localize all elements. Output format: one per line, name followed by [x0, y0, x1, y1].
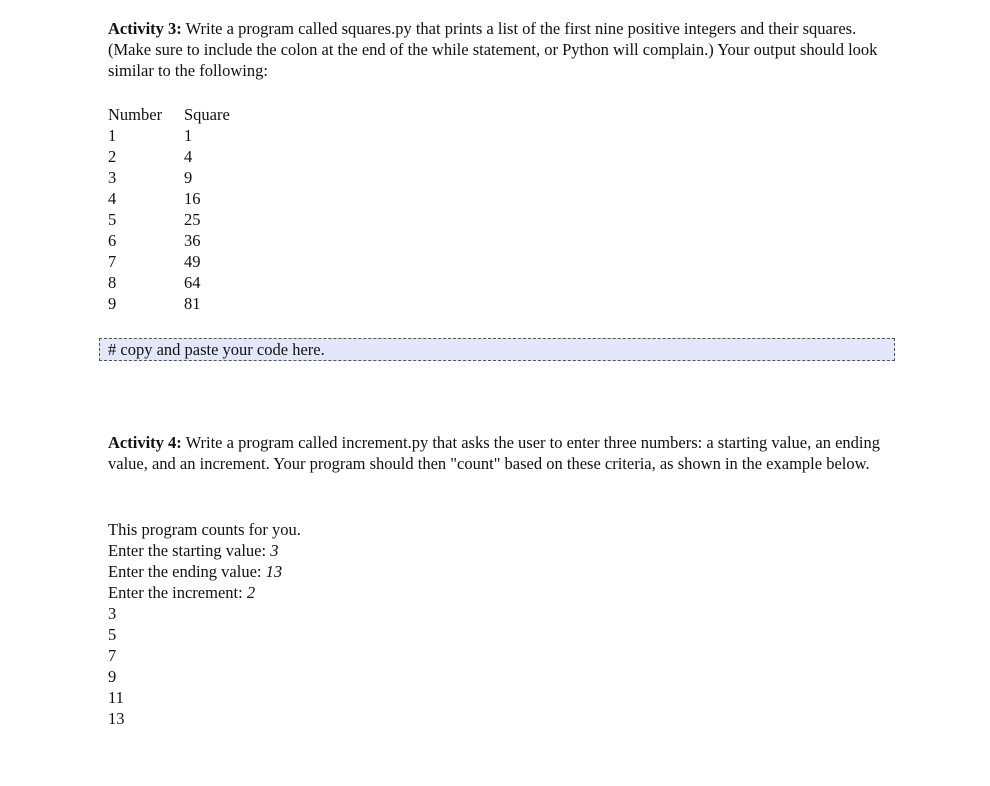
- table-row-number: 2: [108, 147, 117, 166]
- activity3-heading: Activity 3:: [108, 19, 182, 38]
- example-output-line: 5: [108, 625, 117, 644]
- table-row-number: 9: [108, 294, 117, 313]
- activity4-text: Write a program called increment.py that asks the user to enter three numbers: a starting value, an ending value, and an increment. Your program should then "count" based on these criteria, as shown in the example below.: [108, 433, 880, 473]
- code-input-box[interactable]: [99, 338, 895, 361]
- example-start-prompt: Enter the starting value:: [108, 541, 267, 560]
- table-row-number: 8: [108, 273, 117, 292]
- table-header-square: Square: [184, 105, 230, 124]
- table-row-square: 25: [184, 210, 201, 229]
- table-row-number: 1: [108, 126, 117, 145]
- example-output-line: 13: [108, 709, 125, 728]
- table-row-number: 5: [108, 210, 117, 229]
- table-row-square: 64: [184, 273, 201, 292]
- table-row-square: 36: [184, 231, 201, 250]
- table-row-square: 4: [184, 147, 193, 166]
- example-intro: This program counts for you.: [108, 520, 301, 539]
- table-row-square: 1: [184, 126, 193, 145]
- example-output-line: 7: [108, 646, 117, 665]
- table-row-square: 49: [184, 252, 201, 271]
- table-row-number: 3: [108, 168, 117, 187]
- table-row-number: 7: [108, 252, 117, 271]
- activity3-text: Write a program called squares.py that prints a list of the first nine positive integers and their squares. (Make sure to include the colon at the end of the while statement, or Python will complain.) Your output should look similar to the following:: [108, 19, 878, 80]
- activity4-heading: Activity 4:: [108, 433, 182, 452]
- table-row-square: 9: [184, 168, 193, 187]
- example-output-line: 3: [108, 604, 117, 623]
- table-header-number: Number: [108, 105, 163, 124]
- table-row-number: 6: [108, 231, 117, 250]
- table-row-square: 16: [184, 189, 201, 208]
- example-start-value: 3: [270, 541, 279, 560]
- example-increment-line: [108, 582, 255, 603]
- example-output-line: 11: [108, 688, 124, 707]
- table-row-number: 4: [108, 189, 117, 208]
- example-end-value: 13: [265, 562, 283, 581]
- example-increment-value: 2: [246, 583, 256, 602]
- activity4-paragraph: [108, 432, 898, 474]
- example-end-line: [108, 561, 282, 582]
- table-row-square: 81: [184, 294, 201, 313]
- example-start-line: [108, 540, 278, 561]
- activity3-paragraph: [108, 18, 898, 81]
- example-output-line: 9: [108, 667, 117, 686]
- example-end-prompt: Enter the ending value:: [108, 562, 262, 581]
- example-increment-prompt: Enter the increment:: [108, 583, 243, 602]
- code-placeholder[interactable]: # copy and paste your code here.: [108, 340, 325, 359]
